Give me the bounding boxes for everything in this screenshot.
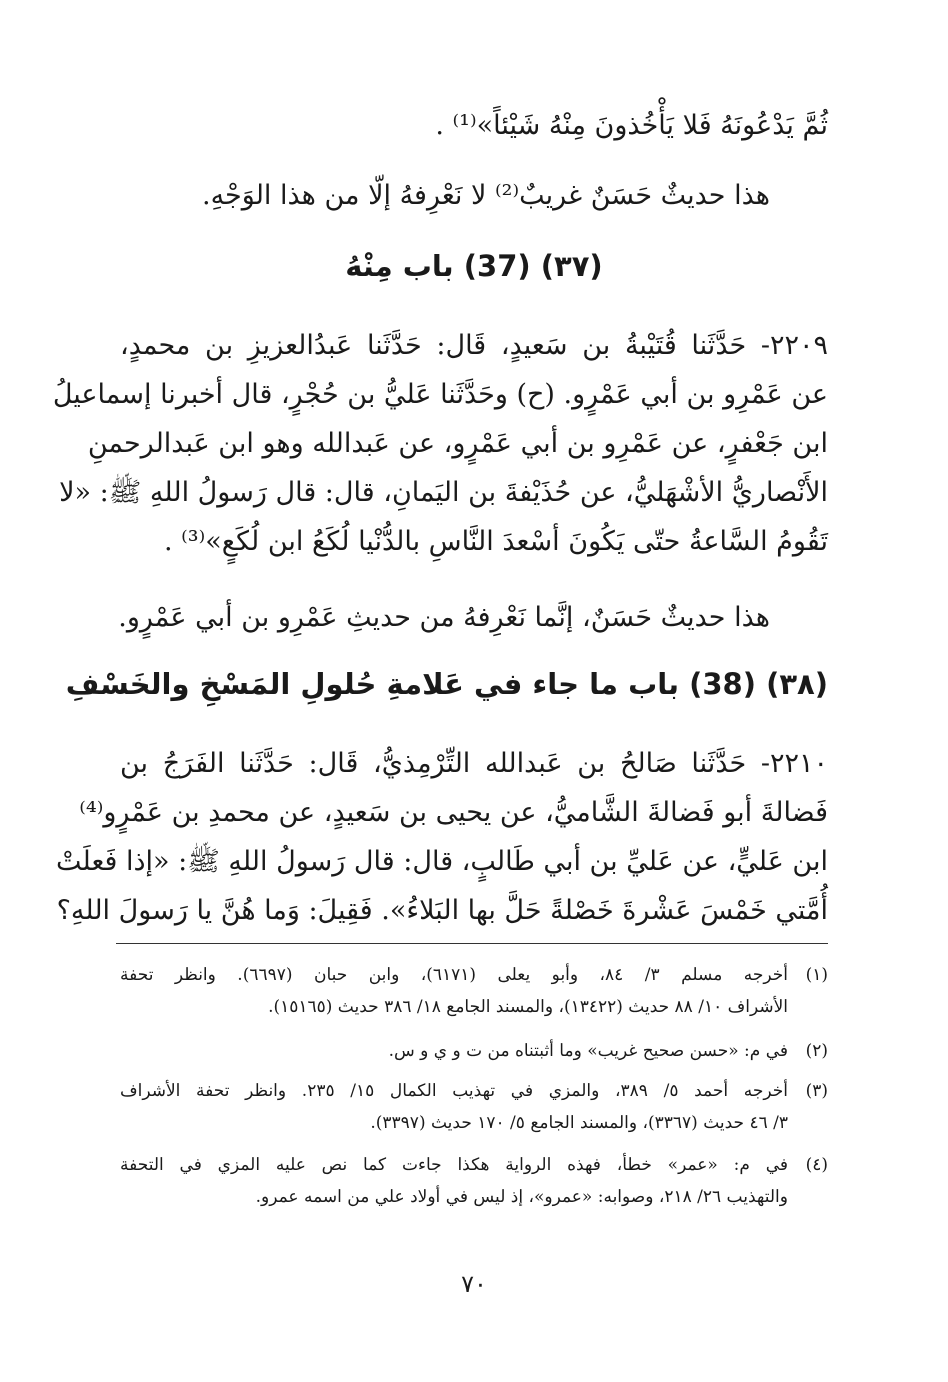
page-number: ٧٠ xyxy=(461,1270,487,1298)
hadith-line: ابن عَليٍّ، عن عَليِّ بن أبي طَالبٍ، قال: قال رَسولُ اللهِ ﷺ: «إذا فَعلَتْ xyxy=(56,846,828,877)
hadith-line: الأَنْصاريُّ الأشْهَليُّ، عن حُذَيْفةَ بن اليَمانِ، قال: قال رَسولُ اللهِ ﷺ: «لا xyxy=(59,477,828,508)
hadith-line: تَقُومُ السَّاعةُ حتّى يَكُونَ أسْعدَ النَّاسِ بالدُّنْيا لُكَعُ ابن لُكَعٍ»⁽³⁾ . xyxy=(163,526,828,557)
footnote-number: (٢) xyxy=(805,1041,828,1061)
hadith-line: ٢٢٠٩- حَدَّثَنا قُتَيْبةُ بن سَعيدٍ، قَال: حَدَّثَنا عَبدُالعزيزِ بن محمدٍ، xyxy=(120,330,828,361)
hadith-line: فَضالةَ أبو فَضالةَ الشَّاميُّ، عن يحيى بن سَعيدٍ، عن محمدِ بن عَمْرٍو⁽⁴⁾ xyxy=(79,797,828,828)
hadith-line: عن عَمْرِو بن أبي عَمْرٍو. (ح) وحَدَّثَنا عَليُّ بن حُجْرٍ، قال أخبرنا إسماعيلُ xyxy=(52,379,828,410)
footnote-text: والتهذيب ٢٦/ ٢١٨، وصوابه: «عمرو»، إذ ليس في أولاد علي من اسمه عمرو. xyxy=(255,1187,788,1207)
text-line: ثُمَّ يَدْعُونَهُ فَلا يَأْخُذونَ مِنْهُ شَيْئاً»⁽¹⁾ . xyxy=(435,110,828,141)
chapter-heading: (٣٧) (37) باب مِنْهُ xyxy=(345,249,603,283)
footnote-text: أخرجه مسلم ٣/ ٨٤، وأبو يعلى (٦١٧١)، وابن حبان (٦٦٩٧). وانظر تحفة xyxy=(120,965,788,985)
footnote-number: (٣) xyxy=(805,1081,828,1101)
footnote-text: ٣/ ٤٦ حديث (٣٣٦٧)، والمسند الجامع ٥/ ١٧٠ حديث (٣٣٩٧). xyxy=(370,1113,788,1133)
footnote-number: (٤) xyxy=(805,1155,828,1175)
footnote-text: في م: «حسن صحيح غريب» وما أثبتناه من ت و ي و س. xyxy=(388,1041,788,1061)
footnote-text: الأشراف ١٠/ ٨٨ حديث (١٣٤٢٢)، والمسند الجامع ١٨/ ٣٨٦ حديث (١٥١٦٥). xyxy=(268,997,788,1017)
hadith-line: ٢٢١٠- حَدَّثَنا صَالحُ بن عَبدالله التِّرْمِذيُّ، قَال: حَدَّثَنا الفَرَجُ بن xyxy=(120,748,828,779)
hadith-line: أُمَّتي خَمْسَ عَشْرةَ خَصْلةً حَلَّ بها البَلاءُ». فَقِيلَ: وَما هُنَّ يا رَسولَ اللهِ؟ xyxy=(56,895,828,926)
footnote-text: أخرجه أحمد ٥/ ٣٨٩، والمزي في تهذيب الكمال ١٥/ ٢٣٥. وانظر تحفة الأشراف xyxy=(120,1081,788,1101)
footnote-text: في م: «عمر» خطأ، فهذه الرواية هكذا جاءت كما نص عليه المزي في التحفة xyxy=(120,1155,788,1175)
chapter-heading: (٣٨) (38) باب ما جاء في عَلامةِ حُلولِ المَسْخِ والخَسْفِ xyxy=(65,667,828,701)
footnote-number: (١) xyxy=(805,965,828,985)
hadith-line: ابن جَعْفرٍ، عن عَمْرِو بن أبي عَمْرٍو، عن عَبدالله وهو ابن عَبدالرحمنِ xyxy=(87,428,828,459)
text-line: هذا حديثٌ حَسَنٌ، إنَّما نَعْرِفهُ من حديثِ عَمْرِو بن أبي عَمْرٍو. xyxy=(118,602,770,633)
footnote-separator xyxy=(116,943,828,944)
text-line: هذا حديثٌ حَسَنٌ غريبٌ⁽²⁾ لا نَعْرِفهُ إلّا من هذا الوَجْهِ. xyxy=(202,180,770,211)
